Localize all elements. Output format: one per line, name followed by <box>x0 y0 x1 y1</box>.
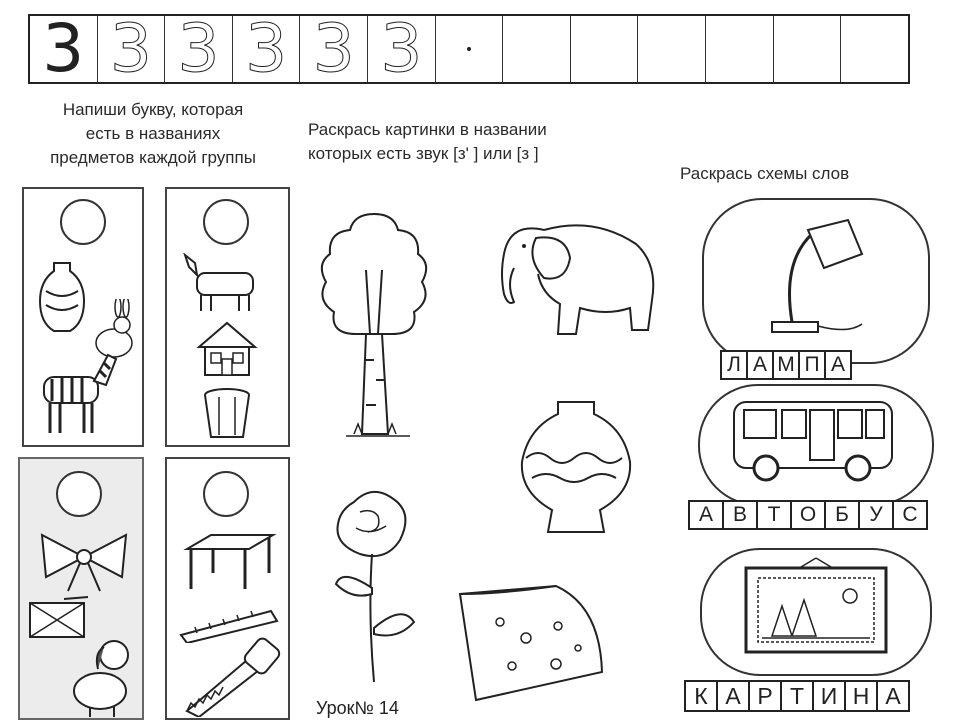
lesson-number: Урок№ 14 <box>316 698 399 718</box>
painting-icon[interactable] <box>742 556 890 656</box>
start-dot <box>467 47 471 51</box>
saw-icon <box>179 637 283 717</box>
vase-picture-icon[interactable] <box>518 398 634 542</box>
letter-cell[interactable]: А <box>716 680 750 712</box>
letter-cell[interactable]: Л <box>720 350 748 380</box>
birch-tree-icon[interactable] <box>318 210 430 446</box>
answer-circle[interactable] <box>203 471 249 517</box>
letter-cell[interactable]: Т <box>756 500 792 530</box>
traced-letter: 3 <box>165 16 233 82</box>
bucket-icon <box>197 387 257 443</box>
empty-cell[interactable] <box>774 16 842 82</box>
group-panel-2 <box>165 187 290 447</box>
letter-cell[interactable]: К <box>684 680 718 712</box>
color-schemes-instruction: Раскрась схемы слов <box>680 164 850 183</box>
instruction-line: есть в названиях <box>85 124 221 143</box>
answer-circle[interactable] <box>60 199 106 245</box>
empty-cell[interactable] <box>503 16 571 82</box>
letter-cell[interactable]: Н <box>844 680 878 712</box>
letter-cell[interactable]: А <box>688 500 724 530</box>
traced-letter: 3 <box>368 16 436 82</box>
house-icon <box>195 319 259 379</box>
lamp-icon[interactable] <box>762 212 872 342</box>
bow-icon <box>34 529 134 593</box>
bus-icon[interactable] <box>730 396 896 486</box>
empty-cell[interactable] <box>436 16 504 82</box>
zebra-icon <box>34 349 124 439</box>
letter-cell[interactable]: С <box>892 500 928 530</box>
traced-letter: 3 <box>233 16 301 82</box>
dog-icon <box>60 629 140 719</box>
letter-cell[interactable]: П <box>798 350 826 380</box>
rose-icon[interactable] <box>320 488 426 684</box>
letter-cell[interactable]: У <box>858 500 894 530</box>
letter-cell[interactable]: А <box>746 350 774 380</box>
traced-letter: 3 <box>98 16 166 82</box>
letter-cell[interactable]: И <box>812 680 846 712</box>
letter-cell[interactable]: Т <box>780 680 814 712</box>
vase-icon <box>32 259 92 339</box>
write-letter-instruction <box>8 98 298 170</box>
traced-letter: 3 <box>300 16 368 82</box>
empty-cell[interactable] <box>706 16 774 82</box>
group-panel-4 <box>165 457 290 720</box>
copybook-letter: 3 <box>30 16 98 82</box>
letter-cell[interactable]: О <box>790 500 826 530</box>
word-scheme-bus <box>688 500 928 530</box>
group-panel-3 <box>18 457 144 720</box>
empty-cell[interactable] <box>571 16 639 82</box>
instruction-line: предметов каждой группы <box>50 148 256 167</box>
letter-cell[interactable]: М <box>772 350 800 380</box>
instruction-line: которых есть звук [з' ] или [з ] <box>308 144 539 163</box>
letter-cell[interactable]: А <box>824 350 852 380</box>
color-pictures-instruction <box>308 118 653 166</box>
answer-circle[interactable] <box>56 471 102 517</box>
instruction-line: Напиши букву, которая <box>62 100 244 119</box>
goat-icon <box>181 253 277 313</box>
group-panel-1 <box>22 187 144 447</box>
elephant-icon[interactable] <box>484 210 664 350</box>
word-scheme-painting <box>684 680 910 712</box>
letter-cell[interactable]: А <box>876 680 910 712</box>
cheese-icon[interactable] <box>456 582 608 706</box>
letter-cell[interactable]: Р <box>748 680 782 712</box>
copybook-strip <box>28 10 910 87</box>
table-icon <box>181 531 277 593</box>
empty-cell[interactable] <box>638 16 706 82</box>
empty-cell[interactable] <box>841 16 908 82</box>
letter-cell[interactable]: В <box>722 500 758 530</box>
instruction-line: Раскрась картинки в названии <box>308 120 547 139</box>
letter-cell[interactable]: Б <box>824 500 860 530</box>
word-scheme-lamp <box>720 350 852 380</box>
answer-circle[interactable] <box>203 199 249 245</box>
